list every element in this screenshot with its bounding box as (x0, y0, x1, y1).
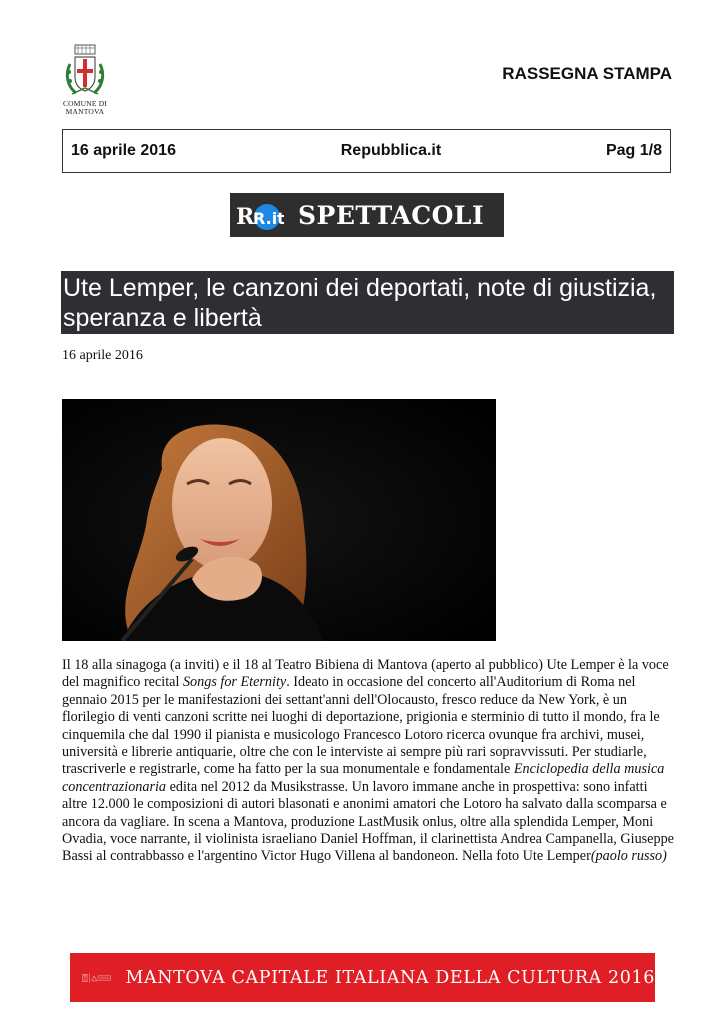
article-body (62, 657, 674, 866)
article-body-part3: edita nel 2012 da Musikstrasse. Un lavoro immane anche in prospettiva: sono infatti altre 12.000 le composizioni di autori blasonati e anonimi amatori che Lotoro ha salvato dalla scomparsa e ancora da vagliare. In scena a Mantova, produzione LastMusik onlus, oltre alla splendida Lemper, Moni Ovadia, voce narrante, il violinista israeliano Daniel Hoffman, il clarinettista Andrea Campanella, Giuseppe Bassi al contrabbasso e l'argentino Victor Hugo Villena al bandoneon. Nella foto Ute Lemper (62, 778, 674, 865)
article-headline: Ute Lemper, le canzoni dei deportati, note di giustizia, speranza e libertà (61, 271, 674, 334)
banner-section-label: SPETTACOLI (298, 200, 485, 230)
info-date: 16 aprile 2016 (71, 142, 176, 159)
photo-credit: (paolo russo) (590, 848, 667, 865)
info-source: Repubblica.it (340, 142, 442, 159)
info-bar (62, 129, 671, 173)
article-body-part2: . Ideato in occasione del concerto all'Auditorium di Roma nel gennaio 2015 per le manifestazioni dei settant'anni dell'Olocausto, fresco reduce da New York, è un florilegio di venti canzoni scritte nei luoghi di deportazione, prigionia e sterminio di tutto il mondo, fra le cinquemila che dal 1990 il pianista e musicologo Francesco Lotoro ricerca ovunque fra archivi, musei, università e librerie antiquarie, oltre che con le interviste ai sempre più rari sopravvissuti. Per studiarle, trascriverle e registrarle, come ha fatto per la sua monumentale e fondamentale (62, 674, 660, 778)
work-title-songs-for-eternity: Songs for Eternity (182, 674, 287, 691)
logo-text-line2: MANTOVA (65, 107, 105, 116)
comune-mantova-logo (60, 44, 110, 116)
footer-banner (70, 953, 655, 1002)
article-date: 16 aprile 2016 (62, 348, 143, 363)
logo-text-line1: COMUNE DI (62, 99, 108, 108)
section-banner (230, 193, 504, 237)
footer-emblems-icon (82, 963, 111, 993)
article-body-part1: Il 18 alla sinagoga (a inviti) e il 18 al Teatro Bibiena di Mantova (aperto al pubblico) Ute Lemper è la voce del magnifico recital (62, 657, 669, 691)
svg-text:R: R (236, 204, 255, 230)
crest-icon (62, 44, 108, 100)
article-photo (62, 399, 496, 641)
page-title: RASSEGNA STAMPA (502, 64, 672, 83)
banner-logo-text: R.it (253, 209, 284, 228)
info-page: Pag 1/8 (605, 142, 662, 159)
work-title-enciclopedia: Enciclopedia della musica concentrazionaria (62, 761, 665, 795)
footer-text: MANTOVA CAPITALE ITALIANA DELLA CULTURA 2016 (125, 967, 655, 988)
repubblica-logo (234, 198, 284, 232)
